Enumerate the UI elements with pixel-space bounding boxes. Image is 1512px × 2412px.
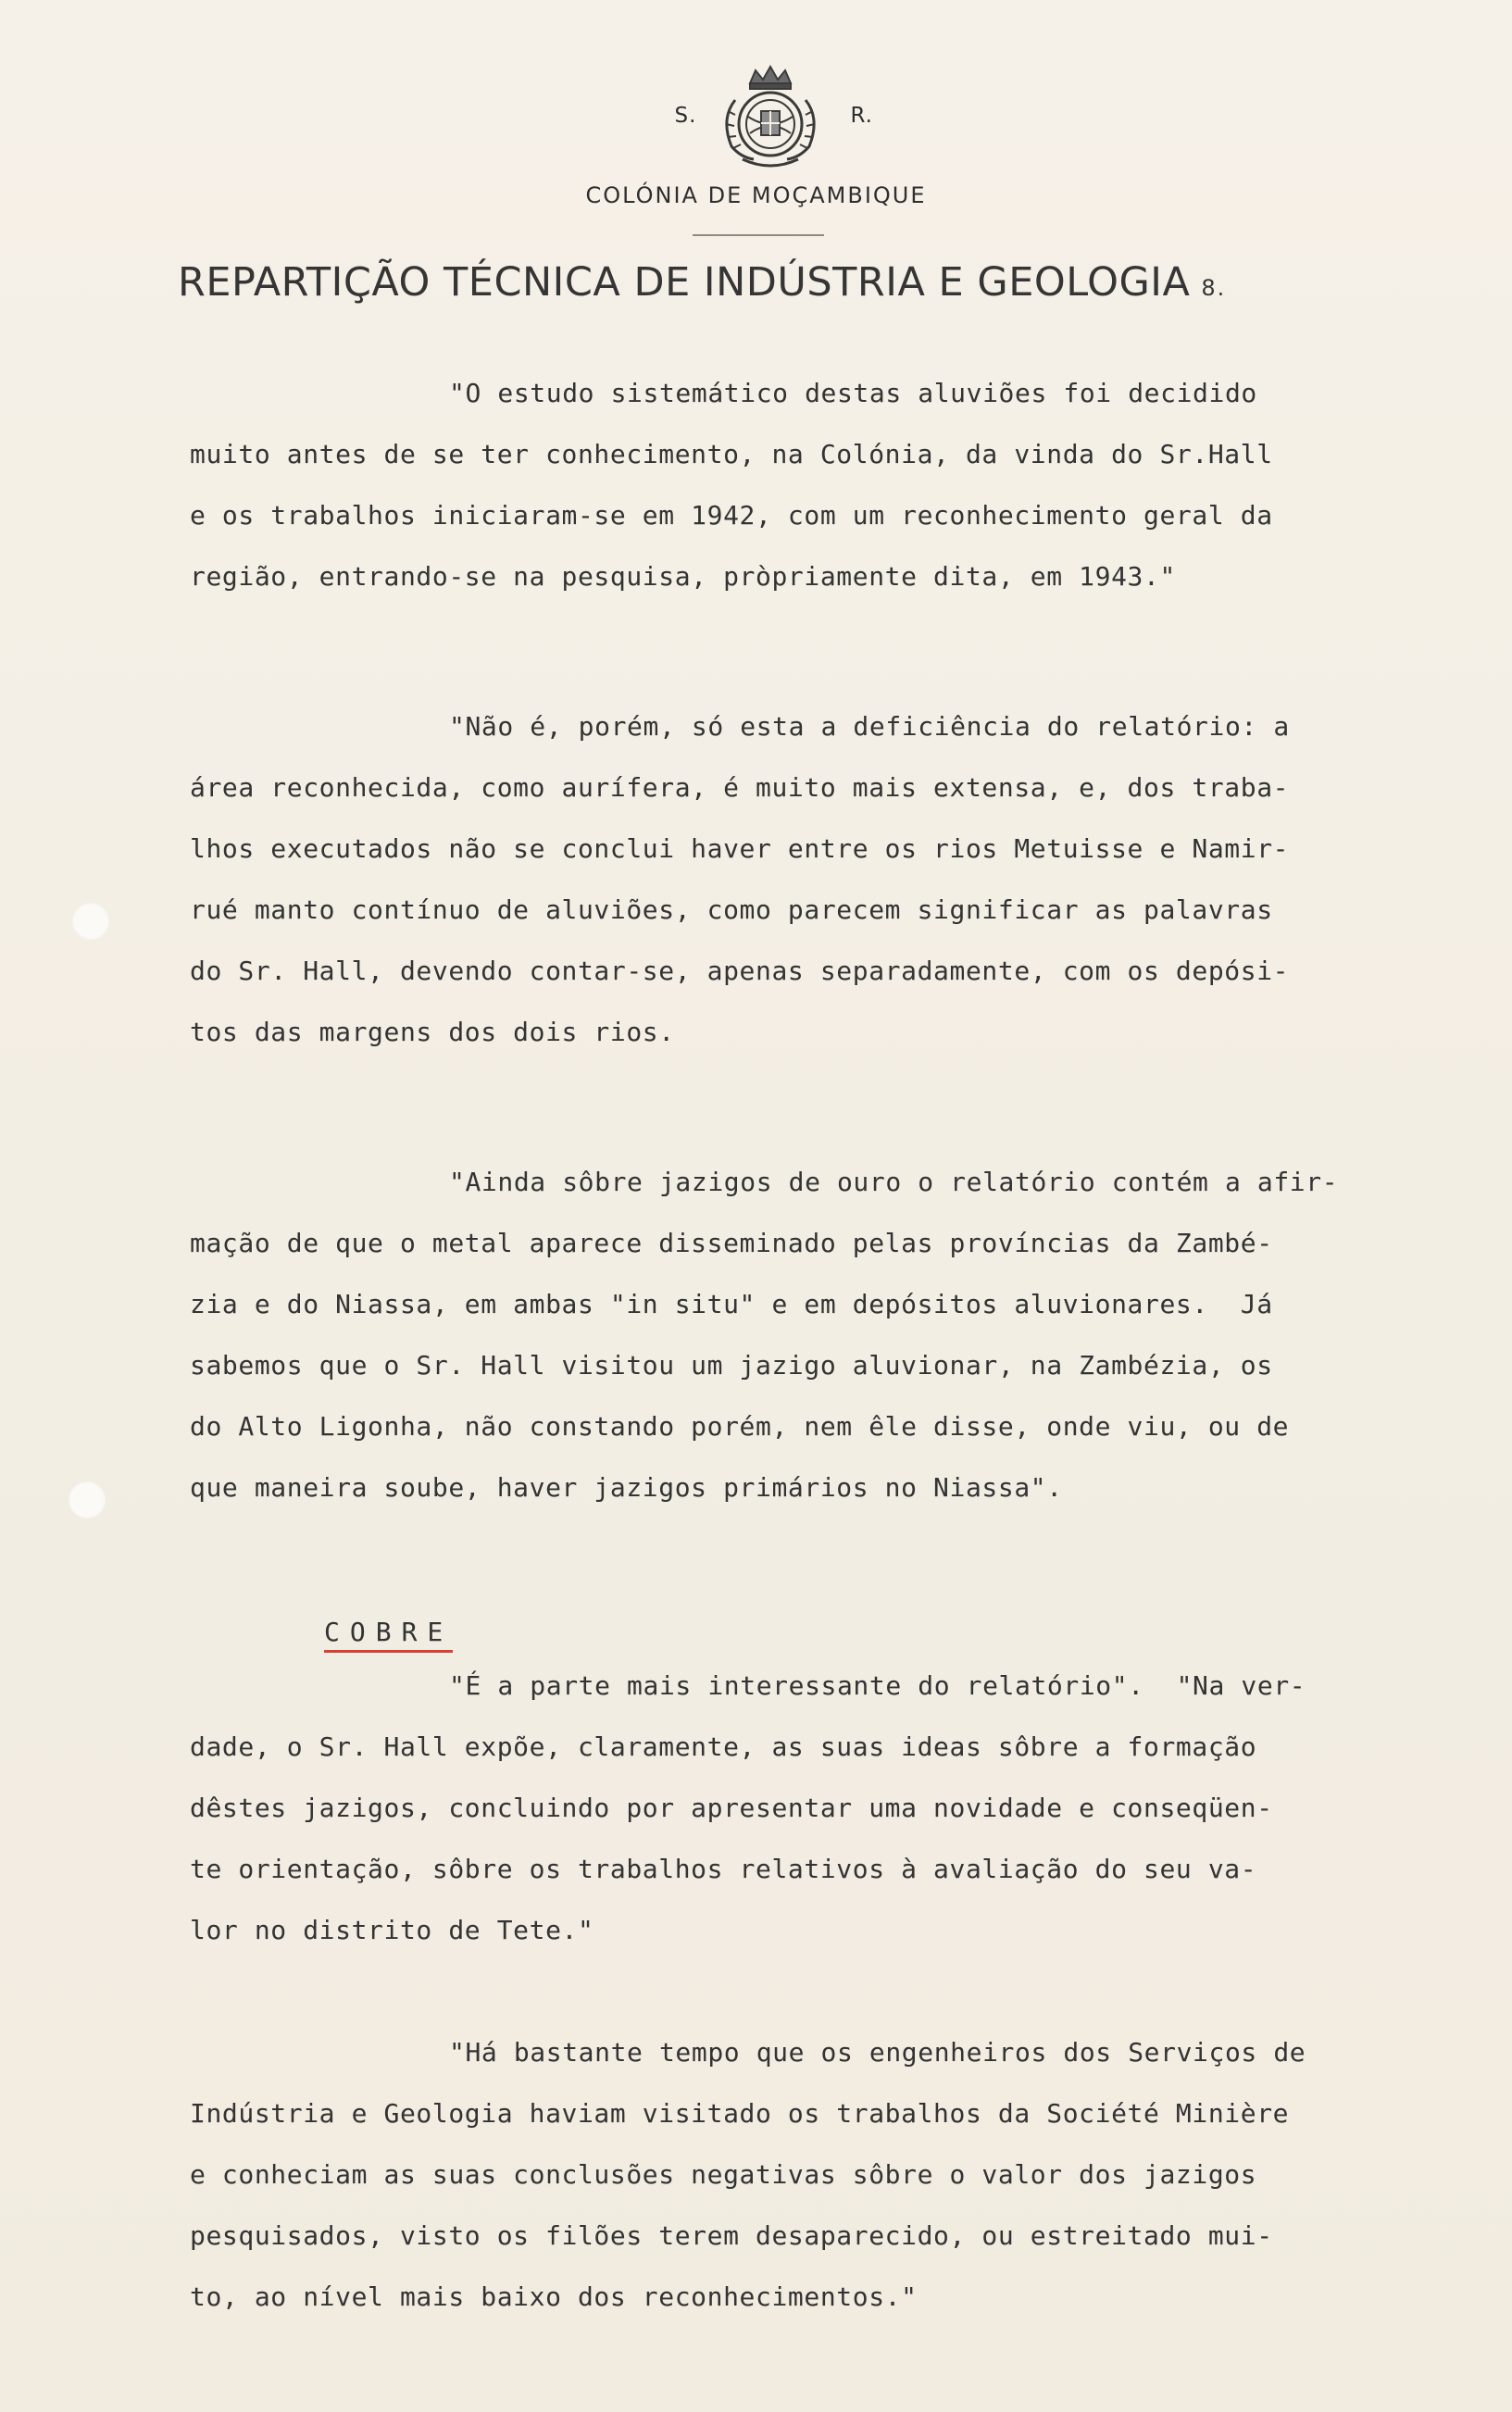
text-line: pesquisados, visto os filões terem desaparecido, ou estreitado mui- <box>190 2220 1273 2251</box>
section-heading: COBRE <box>324 1617 453 1653</box>
section-heading-row <box>190 1602 1449 1656</box>
paragraph-1 <box>190 363 1449 607</box>
letterhead <box>0 56 1512 167</box>
department-name: REPARTIÇÃO TÉCNICA DE INDÚSTRIA E GEOLOGIA <box>178 259 1191 306</box>
paragraph-2 <box>190 696 1449 1063</box>
text-line: que maneira soube, haver jazigos primários no Niassa". <box>190 1472 1063 1503</box>
text-line: "É a parte mais interessante do relatório". "Na ver- <box>449 1670 1306 1701</box>
paragraph-3 <box>190 1152 1449 1518</box>
department-title <box>178 259 1226 306</box>
text-line: lor no distrito de Tete." <box>190 1915 594 1945</box>
paragraph-5 <box>190 2022 1449 2328</box>
text-line: região, entrando-se na pesquisa, pròpriamente dita, em 1943." <box>190 561 1176 592</box>
letterhead-initial-left: S. <box>674 104 697 128</box>
text-line: do Sr. Hall, devendo contar-se, apenas separadamente, com os depósi- <box>190 956 1290 986</box>
letterhead-initial-right: R. <box>850 104 873 128</box>
text-line: dêstes jazigos, concluindo por apresentar uma novidade e conseqüen- <box>190 1793 1273 1823</box>
text-line: zia e do Niassa, em ambas "in situ" e em depósitos aluvionares. Já <box>190 1289 1273 1319</box>
text-line: "Não é, porém, só esta a deficiência do relatório: a <box>449 711 1290 742</box>
paragraph-gap <box>190 1961 1449 2022</box>
text-line: "Há bastante tempo que os engenheiros dos Serviços de <box>449 2037 1306 2068</box>
paragraph-gap <box>190 607 1449 696</box>
text-line: dade, o Sr. Hall expõe, claramente, as suas ideas sôbre a formação <box>190 1731 1257 1762</box>
letterhead-divider <box>693 234 824 236</box>
coat-of-arms-icon <box>715 63 826 172</box>
text-line: te orientação, sôbre os trabalhos relativos à avaliação do seu va- <box>190 1854 1257 1884</box>
document-body <box>190 363 1449 2328</box>
text-line: to, ao nível mais baixo dos reconhecimentos." <box>190 2281 918 2312</box>
punch-hole-top <box>72 903 109 940</box>
text-line: e os trabalhos iniciaram-se em 1942, com um reconhecimento geral da <box>190 500 1273 531</box>
text-line: sabemos que o Sr. Hall visitou um jazigo aluvionar, na Zambézia, os <box>190 1350 1273 1381</box>
text-line: muito antes de se ter conhecimento, na Colónia, da vinda do Sr.Hall <box>190 439 1273 469</box>
text-line: do Alto Ligonha, não constando porém, nem êle disse, onde viu, ou de <box>190 1411 1290 1442</box>
text-line: "Ainda sôbre jazigos de ouro o relatório contém a afir- <box>449 1167 1339 1197</box>
text-line: rué manto contínuo de aluviões, como parecem significar as palavras <box>190 894 1273 925</box>
text-line: e conheciam as suas conclusões negativas sôbre o valor dos jazigos <box>190 2159 1257 2190</box>
punch-hole-bottom <box>69 1481 106 1518</box>
text-line: Indústria e Geologia haviam visitado os trabalhos da Société Minière <box>190 2098 1290 2129</box>
colony-name: COLÓNIA DE MOÇAMBIQUE <box>585 182 927 208</box>
text-line: "O estudo sistemático destas aluviões foi decidido <box>449 378 1257 408</box>
section-gap <box>190 1518 1449 1602</box>
text-line: tos das margens dos dois rios. <box>190 1017 675 1047</box>
emblem-row <box>571 56 942 167</box>
text-line: área reconhecida, como aurífera, é muito mais extensa, e, dos traba- <box>190 772 1290 803</box>
text-line: lhos executados não se conclui haver entre os rios Metuisse e Namir- <box>190 833 1290 864</box>
text-line: mação de que o metal aparece disseminado pelas províncias da Zambé- <box>190 1228 1273 1258</box>
page-number: 8. <box>1201 275 1227 301</box>
paragraph-4 <box>190 1656 1449 1961</box>
paragraph-gap <box>190 1063 1449 1152</box>
